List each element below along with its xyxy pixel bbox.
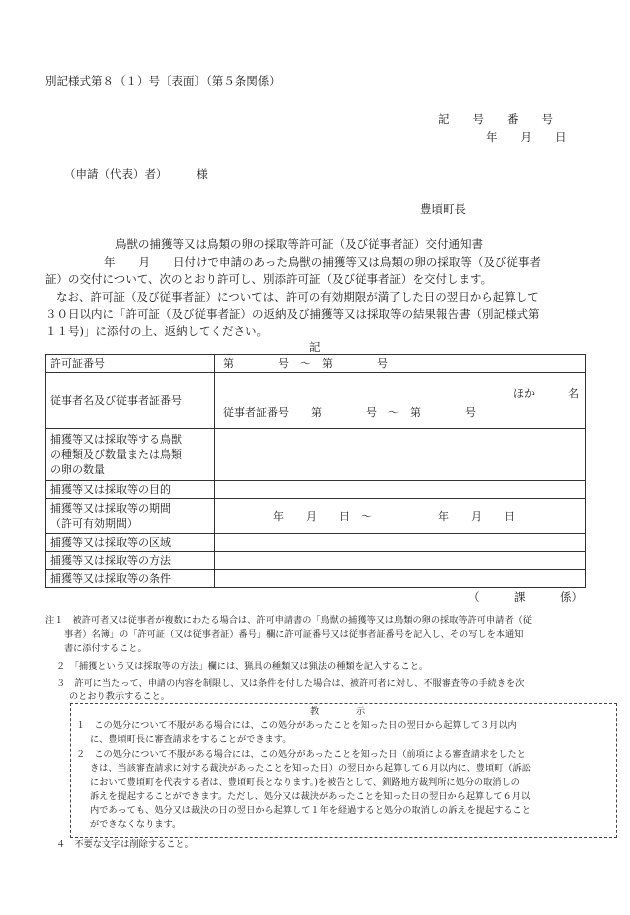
kyoji-line: において豊頃町を代表する者は、豊頃町長となります。)を被告として、釧路地方裁判所に処分の取消しの (90, 777, 520, 788)
kyoji-line: ２ この処分について不服がある場合には、この処分があったことを知った日（前項による審査請求をしたと (76, 749, 526, 760)
table-row (46, 552, 586, 570)
ki-heading: 記 (309, 340, 321, 354)
body-line-1: 年 月 日付けで申請のあった鳥獣の捕獲等又は鳥類の卵の採取等（及び従事者 (104, 255, 541, 269)
value-area (215, 534, 586, 552)
label-period-line: 捕獲等又は採取等の期間 (50, 502, 171, 515)
value-period: 年 月 日 ～ 年 月 日 (215, 499, 586, 534)
issuer: 豊頃町長 (420, 202, 466, 216)
hoka-mei: ほか 名 (513, 386, 579, 400)
label-species-line: の卵の数量 (50, 463, 105, 476)
label-period-line: （許可有効期間） (50, 517, 138, 530)
table-row (46, 373, 586, 429)
kyoji-line: きは、当該審査請求に対する裁決があったことを知った日）の翌日から起算して６月以内に、豊頃町（訴訟 (90, 763, 531, 774)
label-worker: 従事者名及び従事者証番号 (46, 373, 215, 429)
value-condition (215, 570, 586, 588)
value-permit-number: 第 号 ～ 第 号 (215, 355, 586, 373)
label-species (46, 429, 215, 481)
document-number: 記 号 番 号 (438, 112, 553, 126)
label-species-line: 捕獲等又は採取等する鳥獣 (50, 433, 182, 446)
document-title: 鳥獣の捕獲等又は鳥類の卵の採取等許可証（及び従事者証）交付通知書 (115, 237, 483, 251)
label-method: 捕獲等又は採取等の方法 (46, 552, 215, 570)
section-in-charge: （ 課 係） (468, 590, 583, 604)
note-3-line: ３ 許可に当たって、申請の内容を制限し、又は条件を付した場合は、被許可者に対し、不服審査等の手続きを次 (56, 678, 525, 689)
label-area: 捕獲等又は採取等の区域 (46, 534, 215, 552)
table-row (46, 355, 586, 373)
worker-card-number: 従事者証番号 第 号 ～ 第 号 (223, 405, 476, 419)
body-line-2: 証）の交付について、次のとおり許可し、別添許可証（及び従事者証）を交付します。 (45, 272, 493, 286)
label-species-line: の種類及び数量または鳥類 (50, 448, 182, 461)
table-row (46, 570, 586, 588)
permit-table (45, 354, 586, 588)
issue-date: 年 月 日 (486, 130, 567, 144)
kyoji-line: 訴えを提起することができます。ただし、処分又は裁決があったことを知った日の翌日から起算して６月以 (90, 791, 531, 802)
note-4: ４ 不要な文字は削除すること。 (56, 839, 194, 850)
table-row (46, 534, 586, 552)
kyoji-line: ができなくなります。 (90, 819, 182, 830)
kyoji-line: １ この処分について不服がある場合には、この処分があったことを知った日の翌日から起算して３月以内 (76, 720, 517, 731)
body-line-4: ３０日以内に「許可証（及び従事者証）の返納及び捕獲等又は採取等の結果報告書（別記様式第 (45, 307, 540, 321)
value-method (215, 552, 586, 570)
kyoji-line: 内であっても、処分又は裁決の日の翌日から起算して１年を経過すると処分の取消しの訴えを提起すること (90, 805, 531, 816)
note-1-line: 注１ 被許可者又は従事者が複数にわたる場合は、許可申請書の「鳥獣の捕獲等又は鳥類の卵の採取等許可申請者（従 (45, 615, 532, 626)
value-species (215, 429, 586, 481)
note-3-line: のとおり教示すること。 (69, 691, 171, 702)
table-row (46, 499, 586, 534)
note-2: ２ 「捕獲という又は採取等の方法」欄には、猟具の種類又は猟法の種類を記入すること。 (56, 661, 429, 672)
kyoji-title: 教 示 (310, 706, 366, 717)
body-line-3: なお、許可証（及び従事者証）については、許可の有効期限が満了した日の翌日から起算して (56, 290, 539, 304)
label-period (46, 499, 215, 534)
label-condition: 捕獲等又は採取等の条件 (46, 570, 215, 588)
table-row (46, 429, 586, 481)
body-line-5: １１号)」に添付の上、返納してください。 (45, 324, 268, 338)
table-row (46, 481, 586, 499)
kyoji-line: に、豊頃町長に審査請求をすることができます。 (90, 734, 292, 745)
value-worker (215, 373, 586, 429)
note-1-line: 事者）名簿」の「許可証（又は従事者証）番号」欄に許可証番号又は従事者証番号を記入し、その写しを本通知 (64, 629, 524, 640)
note-1-line: 書に添付すること。 (64, 643, 147, 654)
addressee: （申請（代表）者） 様 (64, 167, 208, 181)
label-permit-number: 許可証番号 (46, 355, 215, 373)
value-purpose (215, 481, 586, 499)
label-purpose: 捕獲等又は採取等の目的 (46, 481, 215, 499)
form-label: 別記様式第８（１）号〔表面〕（第５条関係） (45, 74, 281, 88)
